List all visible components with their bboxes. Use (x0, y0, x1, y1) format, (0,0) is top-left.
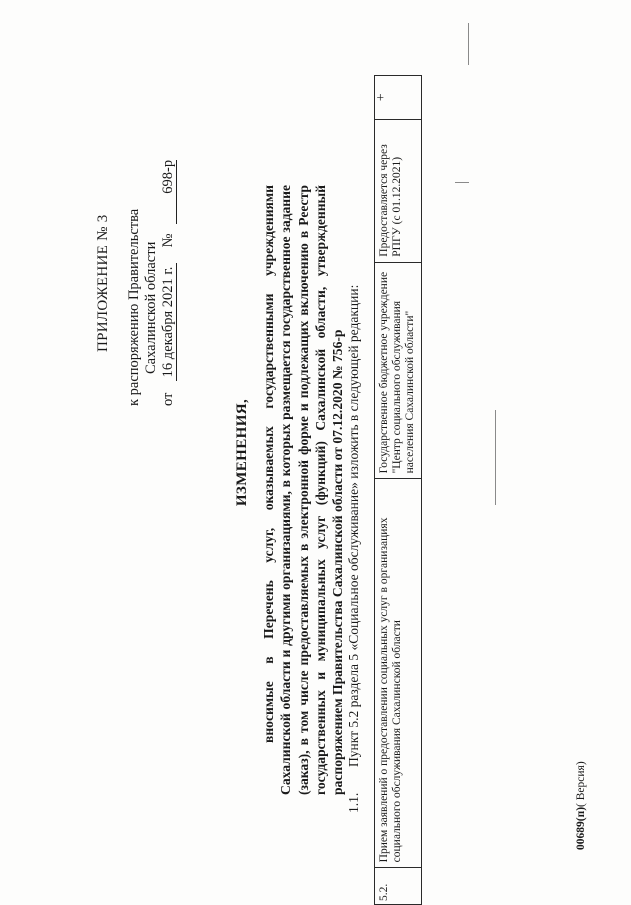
number-label: № (160, 233, 176, 248)
point-1-1 (346, 213, 362, 813)
row-number-cell: 5.2. (375, 868, 422, 905)
header-date-number-line (160, 80, 177, 406)
services-table (374, 75, 422, 905)
document-intro: вносимые в Перечень услуг, оказываемых государственными учреждениями Сахалинской области и другими организациями, в которых размещается государственное задание (заказ), в том числе предоставляемых в электронной форме и подлежащих включению в Реестр государственных и муниципальных услуг (функций) Сахалинской области, утвержденный распоряжением Правительства Сахалинской области от 07.12.2020 № 756-р (261, 185, 346, 795)
scan-mark (495, 410, 496, 505)
header-line-order: к распоряжению Правительства (126, 208, 142, 406)
document-title: ИЗМЕНЕНИЯ, (234, 398, 250, 507)
table-row (375, 76, 422, 905)
header-line-region: Сахалинской области (143, 241, 159, 374)
provision-cell: Предоставляется через РПГУ (с 01.12.2021) (375, 120, 422, 262)
appendix-header (95, 80, 177, 410)
service-name-cell: Прием заявлений о предоставлении социальных услуг в организациях социального обслуживания Сахалинской области (375, 479, 422, 868)
order-number: 698-р (161, 160, 177, 224)
from-label: от (160, 392, 176, 406)
footer-code: 00689(п) (575, 806, 587, 850)
point-number: 1.1. (346, 792, 361, 813)
scan-mark (468, 23, 469, 65)
document-footer (575, 761, 587, 850)
point-text: Пункт 5.2 раздела 5 «Социальное обслуживание» изложить в следующей редакции: (346, 284, 361, 767)
footer-version: ( Версия) (575, 761, 587, 807)
scan-mark (455, 182, 469, 183)
mark-cell: + (375, 76, 422, 120)
appendix-number: ПРИЛОЖЕНИЕ № 3 (95, 214, 111, 352)
order-date: 16 декабря 2021 г. (161, 263, 177, 381)
institution-cell: Государственное бюджетное учреждение "Центр социального обслуживания населения Сахалинской области" (375, 262, 422, 479)
